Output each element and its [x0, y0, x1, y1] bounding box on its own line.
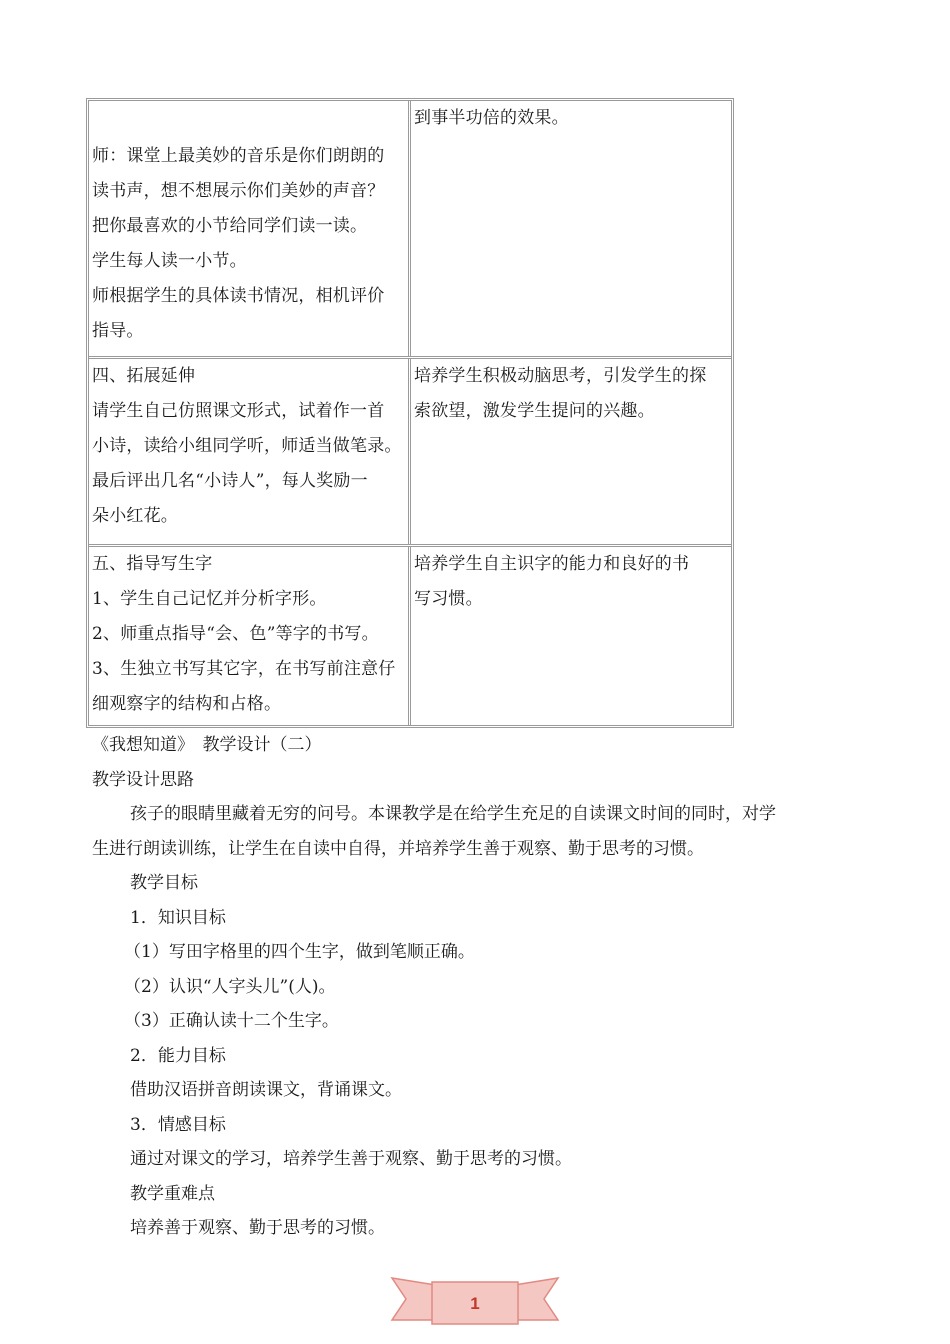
goal-heading: 1．知识目标	[130, 907, 226, 928]
goal-item: （2）认识“人字头儿”(人)。	[124, 976, 336, 997]
cell-line: 朵小红花。	[92, 506, 178, 526]
cell-line: 1、学生自己记忆并分析字形。	[92, 589, 327, 609]
document-body	[92, 728, 872, 1246]
goal-item: （1）写田字格里的四个生字，做到笔顺正确。	[124, 942, 475, 962]
section-heading: 教学设计思路	[92, 769, 194, 790]
lesson-plan-table	[86, 98, 734, 728]
cell-line: 培养学生自主识字的能力和良好的书	[414, 554, 690, 574]
paragraph-line: 培养善于观察、勤于思考的习惯。	[130, 1218, 385, 1238]
table-row	[89, 101, 731, 359]
cell-line: 读书声，想不想展示你们美妙的声音？	[92, 181, 385, 201]
cell-line: 五、指导写生字	[92, 554, 213, 574]
table-row	[89, 547, 731, 725]
cell-line: 师根据学生的具体读书情况，相机评价	[92, 286, 385, 306]
goal-heading: 3．情感目标	[130, 1114, 226, 1135]
cell-line: 请学生自己仿照课文形式，试着作一首	[92, 401, 385, 421]
cell-line: 培养学生积极动脑思考，引发学生的探	[414, 366, 707, 386]
goal-item: 通过对课文的学习，培养学生善于观察、勤于思考的习惯。	[130, 1149, 572, 1169]
goal-heading: 2．能力目标	[130, 1045, 226, 1066]
cell-line: 最后评出几名“小诗人”，每人奖励一	[92, 471, 368, 491]
table-cell-activity	[89, 547, 411, 725]
page-number: 1	[470, 1294, 480, 1313]
table-cell-intent	[411, 359, 731, 544]
cell-line: 2、师重点指导“会、色”等字的书写。	[92, 624, 379, 644]
cell-line: 师：课堂上最美妙的音乐是你们朗朗的	[92, 146, 385, 166]
paragraph-line: 生进行朗读训练，让学生在自读中自得，并培养学生善于观察、勤于思考的习惯。	[92, 838, 704, 859]
cell-line: 3、生独立书写其它字，在书写前注意仔	[92, 659, 396, 679]
section-heading: 教学重难点	[130, 1183, 215, 1204]
section-heading: 教学目标	[130, 873, 198, 893]
cell-line: 指导。	[92, 321, 144, 341]
table-cell-intent	[411, 547, 731, 725]
document-title: 《我想知道》 教学设计（二）	[92, 735, 322, 755]
page-footer	[390, 1268, 560, 1328]
cell-line: 四、拓展延伸	[92, 366, 196, 386]
paragraph-line: 孩子的眼睛里藏着无穷的问号。本课教学是在给学生充足的自读课文时间的同时，对学	[130, 804, 776, 824]
table-cell-intent	[411, 101, 731, 356]
cell-line: 写习惯。	[414, 589, 483, 609]
table-cell-activity	[89, 101, 411, 356]
goal-item: （3）正确认读十二个生字。	[124, 1011, 339, 1031]
table-row	[89, 359, 731, 547]
cell-line: 索欲望，激发学生提问的兴趣。	[414, 401, 655, 421]
cell-line: 学生每人读一小节。	[92, 251, 247, 271]
cell-line: 到事半功倍的效果。	[414, 108, 569, 128]
cell-line: 小诗，读给小组同学听，师适当做笔录。	[92, 436, 402, 456]
goal-item: 借助汉语拼音朗读课文，背诵课文。	[130, 1080, 402, 1100]
cell-line: 把你最喜欢的小节给同学们读一读。	[92, 216, 368, 236]
cell-line: 细观察字的结构和占格。	[92, 694, 282, 714]
table-cell-activity	[89, 359, 411, 544]
